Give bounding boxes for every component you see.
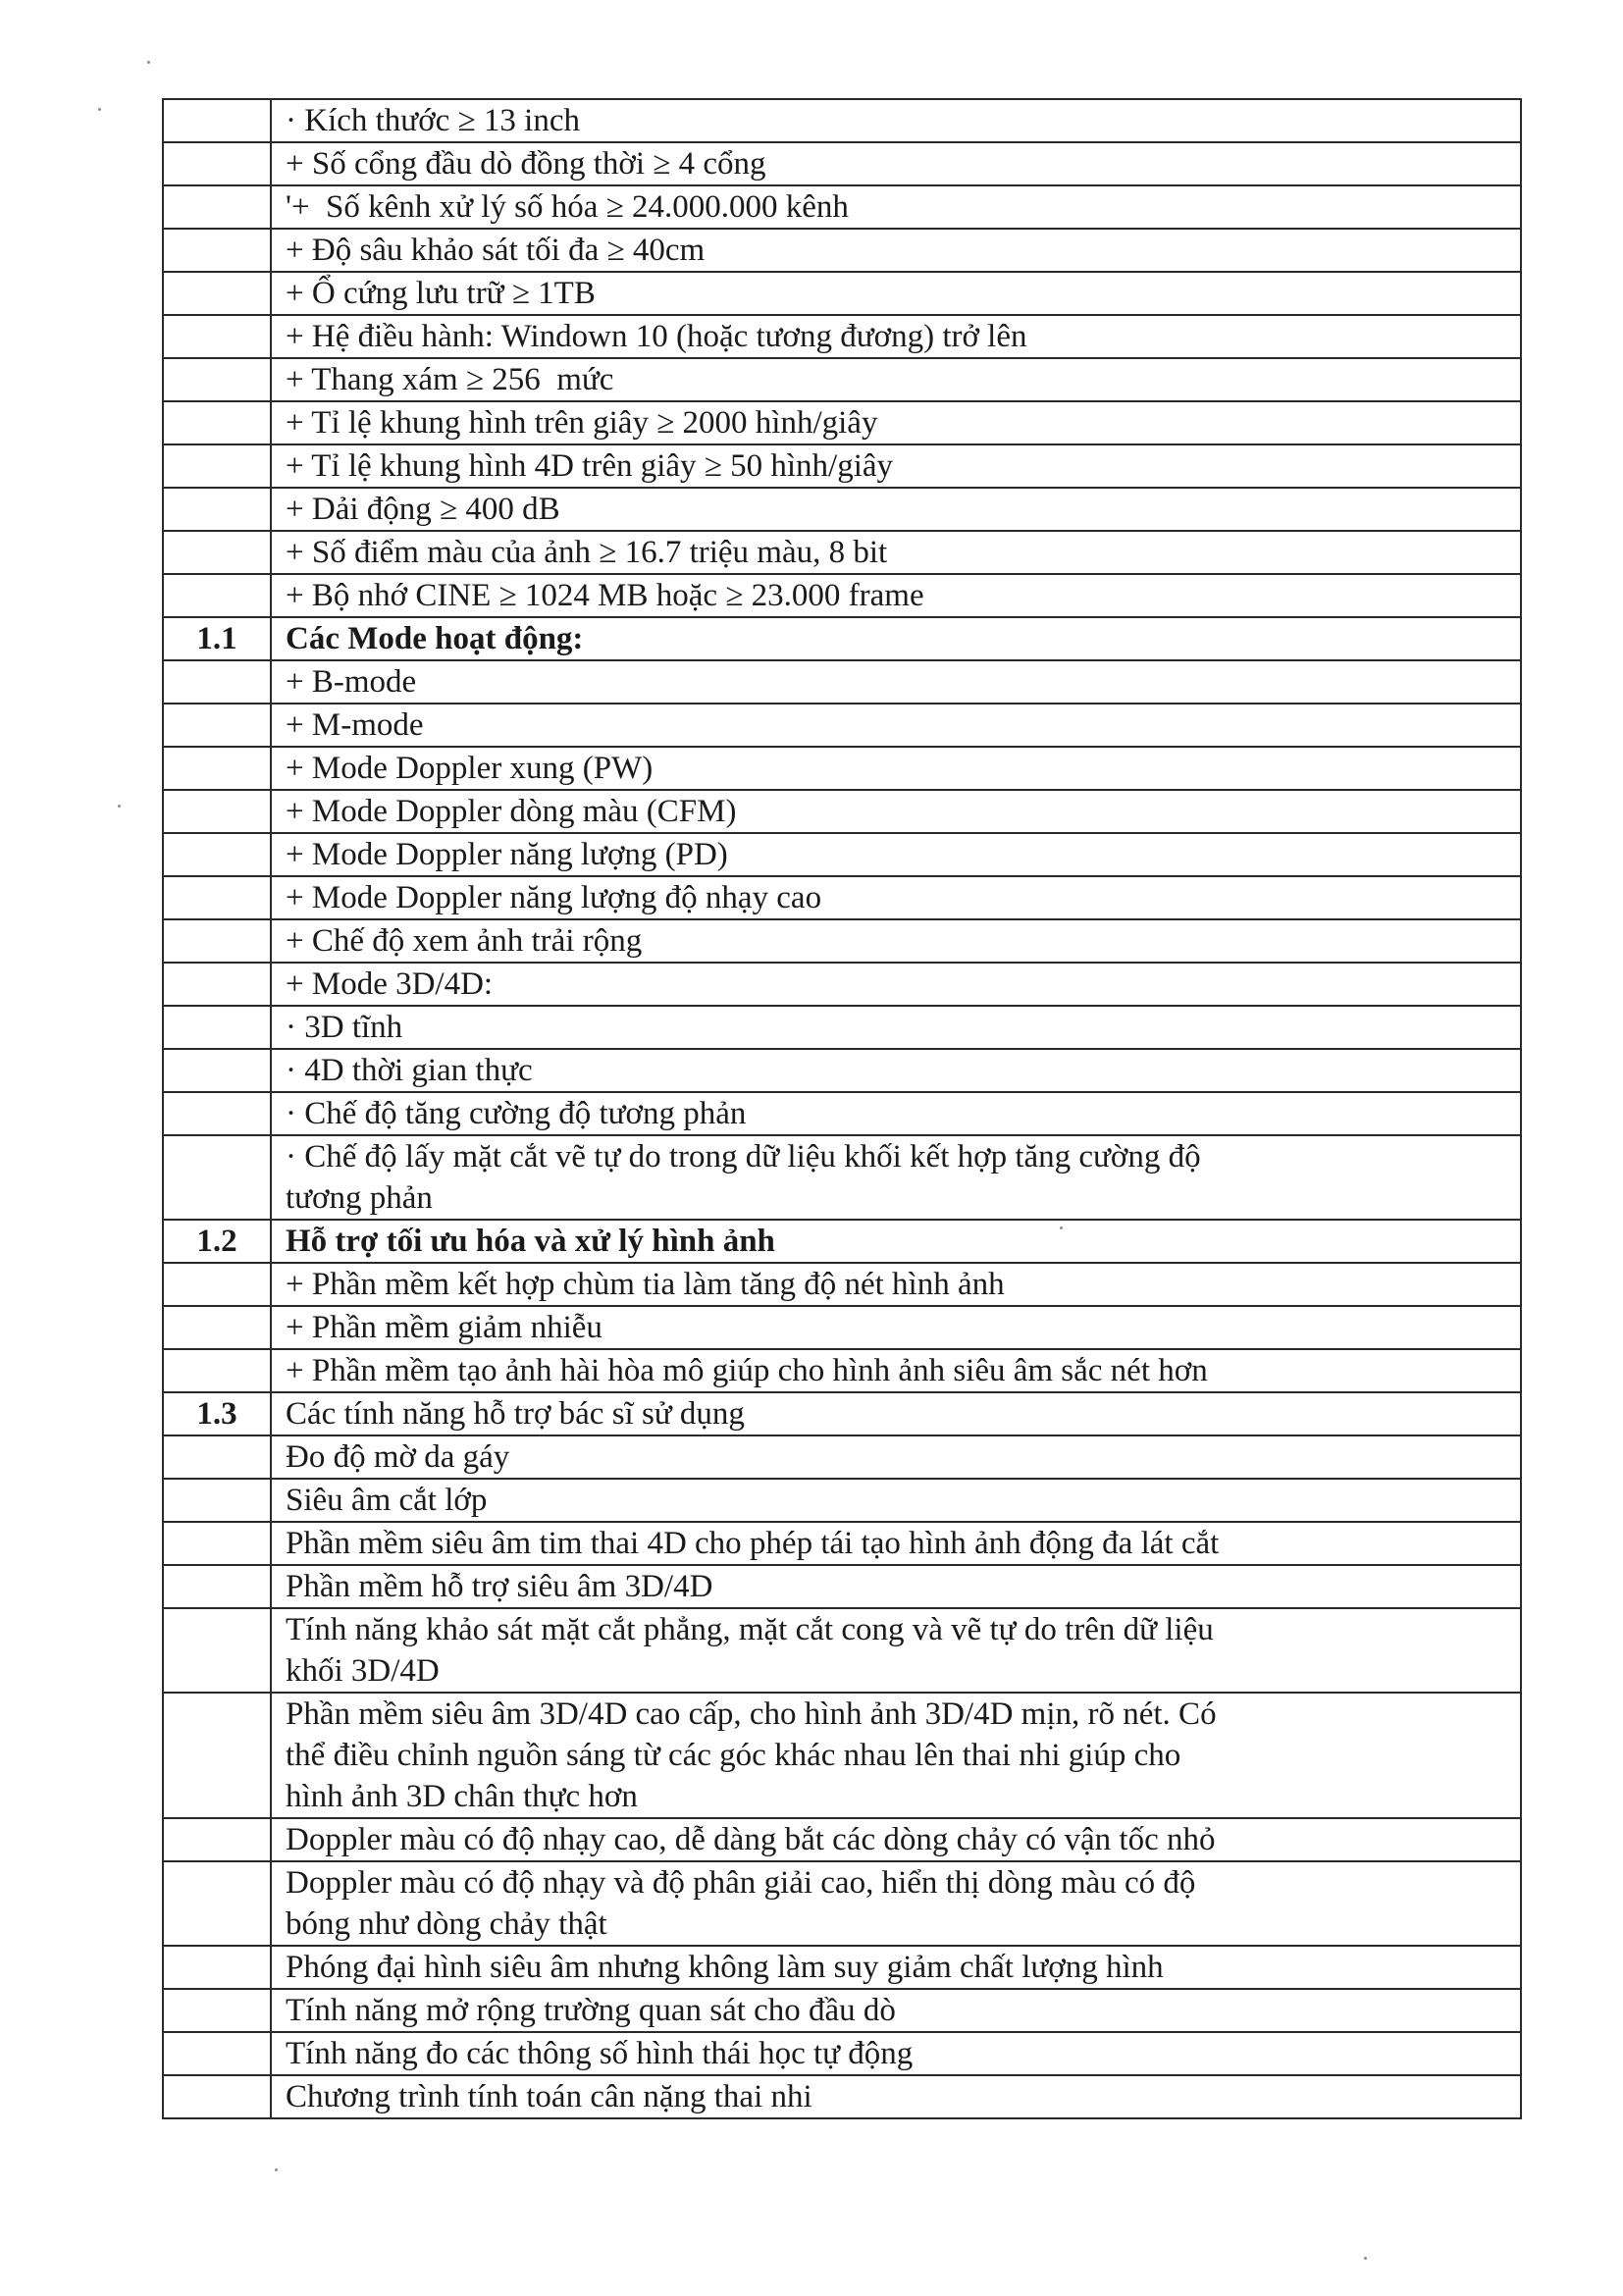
spec-item-cell: + Hệ điều hành: Windown 10 (hoặc tương đương) trở lên [271, 315, 1521, 358]
row-number-cell [163, 1946, 271, 1989]
specification-table-body [163, 99, 1521, 2118]
row-number-cell [163, 2075, 271, 2118]
row-number-cell [163, 919, 271, 963]
table-row [163, 1306, 1521, 1349]
table-row [163, 358, 1521, 401]
spec-item-cell: Phần mềm siêu âm 3D/4D cao cấp, cho hình ảnh 3D/4D mịn, rõ nét. Có thể điều chỉnh nguồn sáng từ các góc khác nhau lên thai nhi giúp cho hình ảnh 3D chân thực hơn [271, 1693, 1521, 1818]
spec-item-cell: · 4D thời gian thực [271, 1049, 1521, 1092]
row-number-cell [163, 1306, 271, 1349]
section-heading-cell: Hỗ trợ tối ưu hóa và xử lý hình ảnh [271, 1220, 1521, 1263]
row-number-cell [163, 963, 271, 1006]
row-number-cell [163, 704, 271, 747]
scan-speck [1060, 1226, 1063, 1229]
table-row [163, 1608, 1521, 1693]
row-number-cell [163, 1006, 271, 1049]
row-number-cell [163, 185, 271, 229]
spec-item-cell: + B-mode [271, 660, 1521, 704]
section-row [163, 1392, 1521, 1435]
table-row [163, 833, 1521, 876]
row-number-cell [163, 833, 271, 876]
spec-item-cell: '+ Số kênh xử lý số hóa ≥ 24.000.000 kênh [271, 185, 1521, 229]
spec-item-cell: + Tỉ lệ khung hình 4D trên giây ≥ 50 hình/giây [271, 444, 1521, 488]
table-row [163, 1349, 1521, 1392]
row-number-cell [163, 444, 271, 488]
spec-item-cell: + Thang xám ≥ 256 mức [271, 358, 1521, 401]
row-number-cell [163, 1135, 271, 1220]
spec-item-cell: Chương trình tính toán cân nặng thai nhi [271, 2075, 1521, 2118]
spec-item-cell: + Phần mềm tạo ảnh hài hòa mô giúp cho hình ảnh siêu âm sắc nét hơn [271, 1349, 1521, 1392]
table-row [163, 1092, 1521, 1135]
spec-item-cell: · 3D tĩnh [271, 1006, 1521, 1049]
table-row [163, 876, 1521, 919]
row-number-cell [163, 790, 271, 833]
section-heading-cell: Các tính năng hỗ trợ bác sĩ sử dụng [271, 1392, 1521, 1435]
row-number-cell [163, 315, 271, 358]
row-number-cell [163, 1608, 271, 1693]
spec-item-cell: + Bộ nhớ CINE ≥ 1024 MB hoặc ≥ 23.000 frame [271, 574, 1521, 617]
row-number-cell [163, 1818, 271, 1861]
spec-item-cell: Tính năng đo các thông số hình thái học tự động [271, 2032, 1521, 2075]
spec-item-cell: + Độ sâu khảo sát tối đa ≥ 40cm [271, 229, 1521, 272]
table-row [163, 1049, 1521, 1092]
spec-item-cell: Siêu âm cắt lớp [271, 1479, 1521, 1522]
table-row [163, 747, 1521, 790]
row-number-cell [163, 1435, 271, 1479]
row-number-cell [163, 531, 271, 574]
spec-item-cell: Doppler màu có độ nhạy cao, dễ dàng bắt các dòng chảy có vận tốc nhỏ [271, 1818, 1521, 1861]
table-row [163, 401, 1521, 444]
table-row [163, 315, 1521, 358]
spec-item-cell: Phóng đại hình siêu âm nhưng không làm suy giảm chất lượng hình [271, 1946, 1521, 1989]
row-number-cell [163, 876, 271, 919]
row-number-cell [163, 574, 271, 617]
table-row [163, 919, 1521, 963]
table-row [163, 1006, 1521, 1049]
row-number-cell [163, 1989, 271, 2032]
row-number-cell [163, 1861, 271, 1946]
spec-item-cell: + Mode Doppler năng lượng độ nhạy cao [271, 876, 1521, 919]
row-number-cell [163, 1092, 271, 1135]
table-row [163, 2075, 1521, 2118]
spec-item-cell: + Mode Doppler xung (PW) [271, 747, 1521, 790]
spec-item-cell: Doppler màu có độ nhạy và độ phân giải cao, hiển thị dòng màu có độ bóng như dòng chảy thật [271, 1861, 1521, 1946]
scan-speck [147, 61, 150, 64]
row-number-cell [163, 2032, 271, 2075]
row-number-cell [163, 142, 271, 185]
spec-item-cell: Tính năng mở rộng trường quan sát cho đầu dò [271, 1989, 1521, 2032]
scan-speck [275, 2168, 278, 2171]
spec-item-cell: + Mode 3D/4D: [271, 963, 1521, 1006]
table-row [163, 704, 1521, 747]
row-number-cell [163, 1479, 271, 1522]
table-row [163, 444, 1521, 488]
table-row [163, 1693, 1521, 1818]
row-number-cell [163, 1693, 271, 1818]
spec-item-cell: + Ổ cứng lưu trữ ≥ 1TB [271, 272, 1521, 315]
spec-item-cell: + Số cổng đầu dò đồng thời ≥ 4 cổng [271, 142, 1521, 185]
spec-item-cell: Phần mềm hỗ trợ siêu âm 3D/4D [271, 1565, 1521, 1608]
spec-item-cell: Đo độ mờ da gáy [271, 1435, 1521, 1479]
table-row [163, 963, 1521, 1006]
row-number-cell [163, 1522, 271, 1565]
scan-speck [118, 805, 121, 808]
row-number-cell [163, 1049, 271, 1092]
row-number-cell [163, 488, 271, 531]
spec-item-cell: + Dải động ≥ 400 dB [271, 488, 1521, 531]
row-number-cell [163, 401, 271, 444]
table-row [163, 531, 1521, 574]
section-row [163, 617, 1521, 660]
spec-item-cell: + M-mode [271, 704, 1521, 747]
spec-item-cell: Tính năng khảo sát mặt cắt phẳng, mặt cắt cong và vẽ tự do trên dữ liệu khối 3D/4D [271, 1608, 1521, 1693]
spec-item-cell: + Phần mềm kết hợp chùm tia làm tăng độ nét hình ảnh [271, 1263, 1521, 1306]
table-row [163, 488, 1521, 531]
specification-table [162, 98, 1522, 2119]
table-row [163, 1435, 1521, 1479]
table-row [163, 1479, 1521, 1522]
spec-item-cell: · Chế độ tăng cường độ tương phản [271, 1092, 1521, 1135]
table-row [163, 1522, 1521, 1565]
table-row [163, 99, 1521, 142]
table-row [163, 1946, 1521, 1989]
table-row [163, 2032, 1521, 2075]
spec-item-cell: + Chế độ xem ảnh trải rộng [271, 919, 1521, 963]
scan-speck [1364, 2257, 1367, 2260]
spec-item-cell: Phần mềm siêu âm tim thai 4D cho phép tái tạo hình ảnh động đa lát cắt [271, 1522, 1521, 1565]
table-row [163, 1818, 1521, 1861]
table-row [163, 660, 1521, 704]
table-row [163, 185, 1521, 229]
row-number-cell: 1.3 [163, 1392, 271, 1435]
row-number-cell [163, 1349, 271, 1392]
section-heading-cell: Các Mode hoạt động: [271, 617, 1521, 660]
row-number-cell [163, 358, 271, 401]
row-number-cell [163, 747, 271, 790]
table-row [163, 790, 1521, 833]
table-row [163, 229, 1521, 272]
spec-item-cell: + Tỉ lệ khung hình trên giây ≥ 2000 hình/giây [271, 401, 1521, 444]
table-row [163, 574, 1521, 617]
spec-item-cell: · Kích thước ≥ 13 inch [271, 99, 1521, 142]
spec-item-cell: + Số điểm màu của ảnh ≥ 16.7 triệu màu, 8 bit [271, 531, 1521, 574]
table-row [163, 1263, 1521, 1306]
row-number-cell [163, 99, 271, 142]
row-number-cell [163, 1565, 271, 1608]
spec-item-cell: + Mode Doppler năng lượng (PD) [271, 833, 1521, 876]
table-row [163, 272, 1521, 315]
row-number-cell: 1.2 [163, 1220, 271, 1263]
table-row [163, 1135, 1521, 1220]
spec-item-cell: · Chế độ lấy mặt cắt vẽ tự do trong dữ liệu khối kết hợp tăng cường độ tương phản [271, 1135, 1521, 1220]
table-row [163, 1565, 1521, 1608]
table-row [163, 142, 1521, 185]
row-number-cell [163, 272, 271, 315]
row-number-cell: 1.1 [163, 617, 271, 660]
row-number-cell [163, 660, 271, 704]
table-row [163, 1861, 1521, 1946]
section-row [163, 1220, 1521, 1263]
spec-item-cell: + Phần mềm giảm nhiễu [271, 1306, 1521, 1349]
spec-item-cell: + Mode Doppler dòng màu (CFM) [271, 790, 1521, 833]
row-number-cell [163, 229, 271, 272]
table-row [163, 1989, 1521, 2032]
row-number-cell [163, 1263, 271, 1306]
scan-speck [98, 108, 101, 111]
